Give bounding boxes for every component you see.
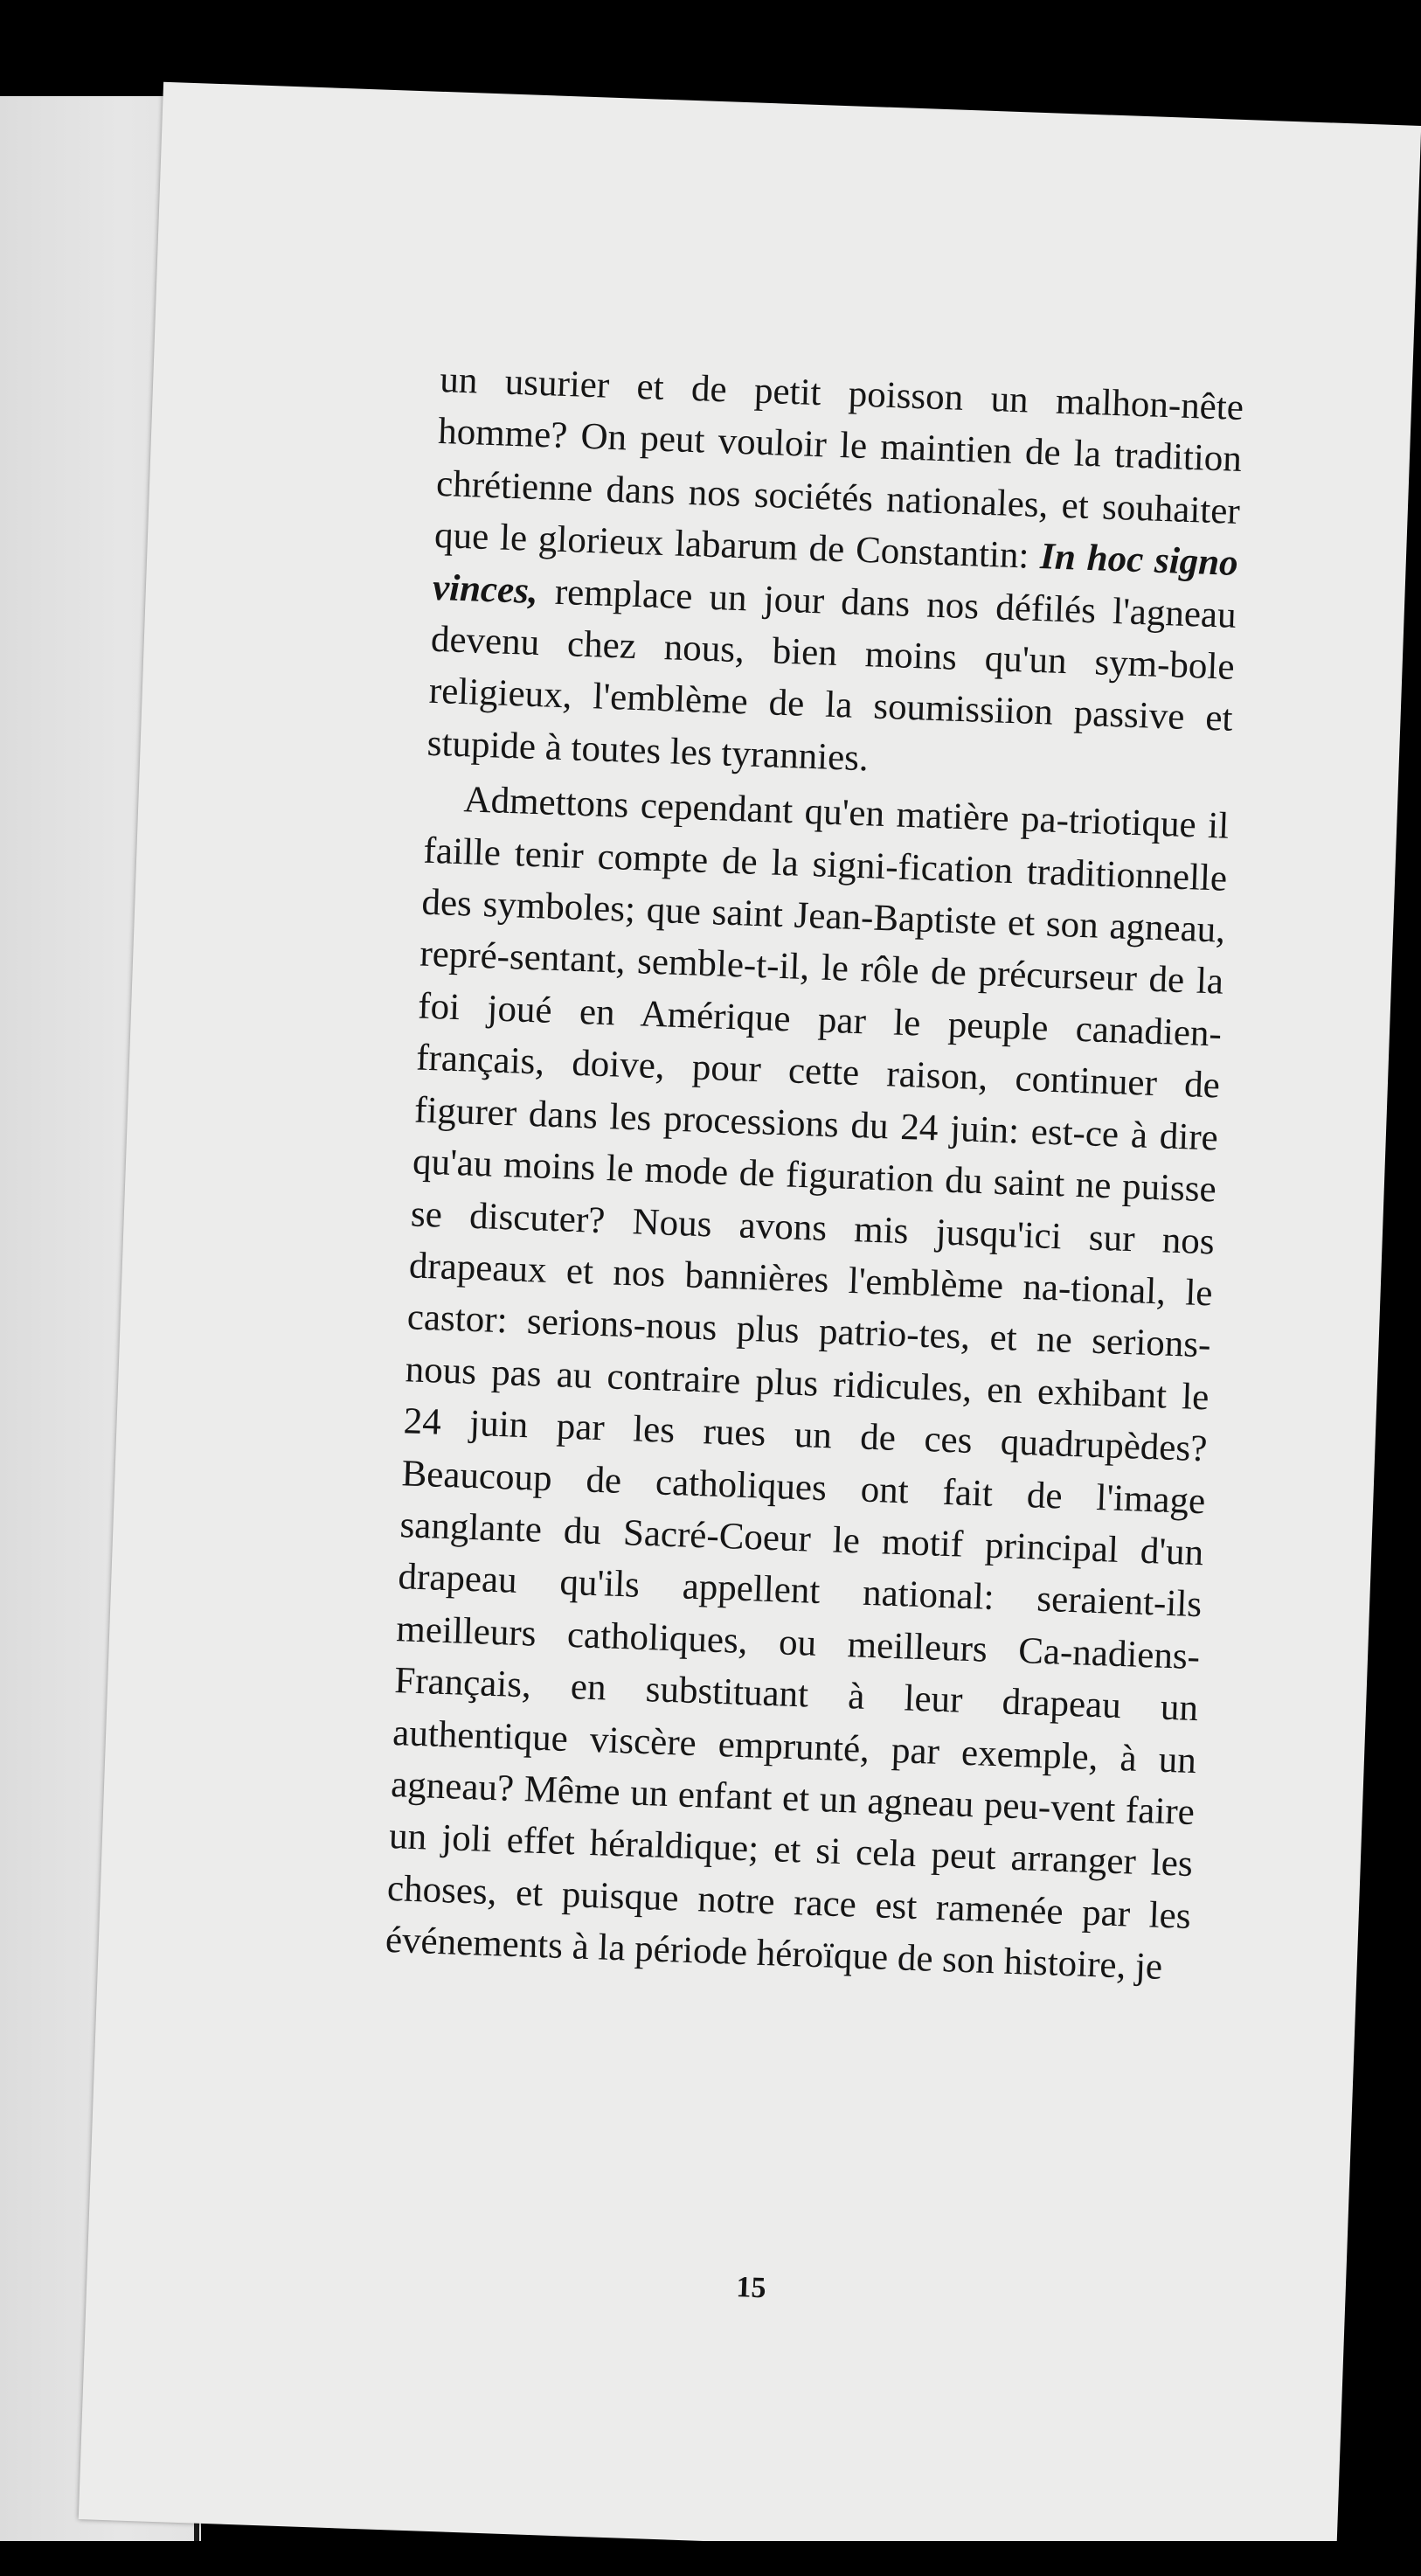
scanned-page [79,82,1421,2564]
paragraph-text-after-italic: remplace un jour dans nos défilés l'agneau devenu chez nous, bien moins qu'un sym-bole religieux, l'emblème de la soumissiion passive et stupide à toutes les tyrannies. [426,570,1237,780]
paragraph-text-before-italic: un usurier et de petit poisson un malhon-nête homme? On peut vouloir le maintien de la tradition chrétienne dans nos sociétés nationales, et souhaiter que le glorieux labarum de Constantin: [433,358,1244,578]
scan-bottom-border [0,2541,1421,2576]
paragraph-admettons: Admettons cependant qu'en matière pa-triotique il faille tenir compte de la signi-fication traditionnelle des symboles; que saint Jean-Baptiste et son agneau, repré-sentant, semble-t-il, le rôle de précurseur de la foi joué en Amérique par le peuple canadien-français, doive, pour cette raison, continuer de figurer dans les processions du 24 juin: est-ce à dire qu'au moins le mode de figuration du saint ne puisse se discuter? Nous avons mis jusqu'ici sur nos drapeaux et nos bannières l'emblème na-tional, le castor: serions-nous plus patrio-tes, et ne serions-nous pas au contraire plus ridicules, en exhibant le 24 juin par les rues un de ces quadrupèdes? Beaucoup de catholiques ont fait de l'image sanglante du Sacré-Coeur le motif principal d'un drapeau qu'ils appellent national: seraient-ils meilleurs catholiques, ou meilleurs Ca-nadiens-Français, en substituant à leur drapeau un authentique viscère emprunté, par exemple, à un agneau? Même un enfant et un agneau peu-vent faire un joli effet héraldique; et si cela peut arranger les choses, et puisque notre race est ramenée par les événements à la période héroïque de son histoire, je [385,779,1230,1989]
page-number: 15 [735,2271,767,2305]
latin-motto-italic: In hoc signo vinces, [432,536,1239,612]
page-body-text [385,354,1244,1995]
paragraph-continuation [426,354,1244,797]
